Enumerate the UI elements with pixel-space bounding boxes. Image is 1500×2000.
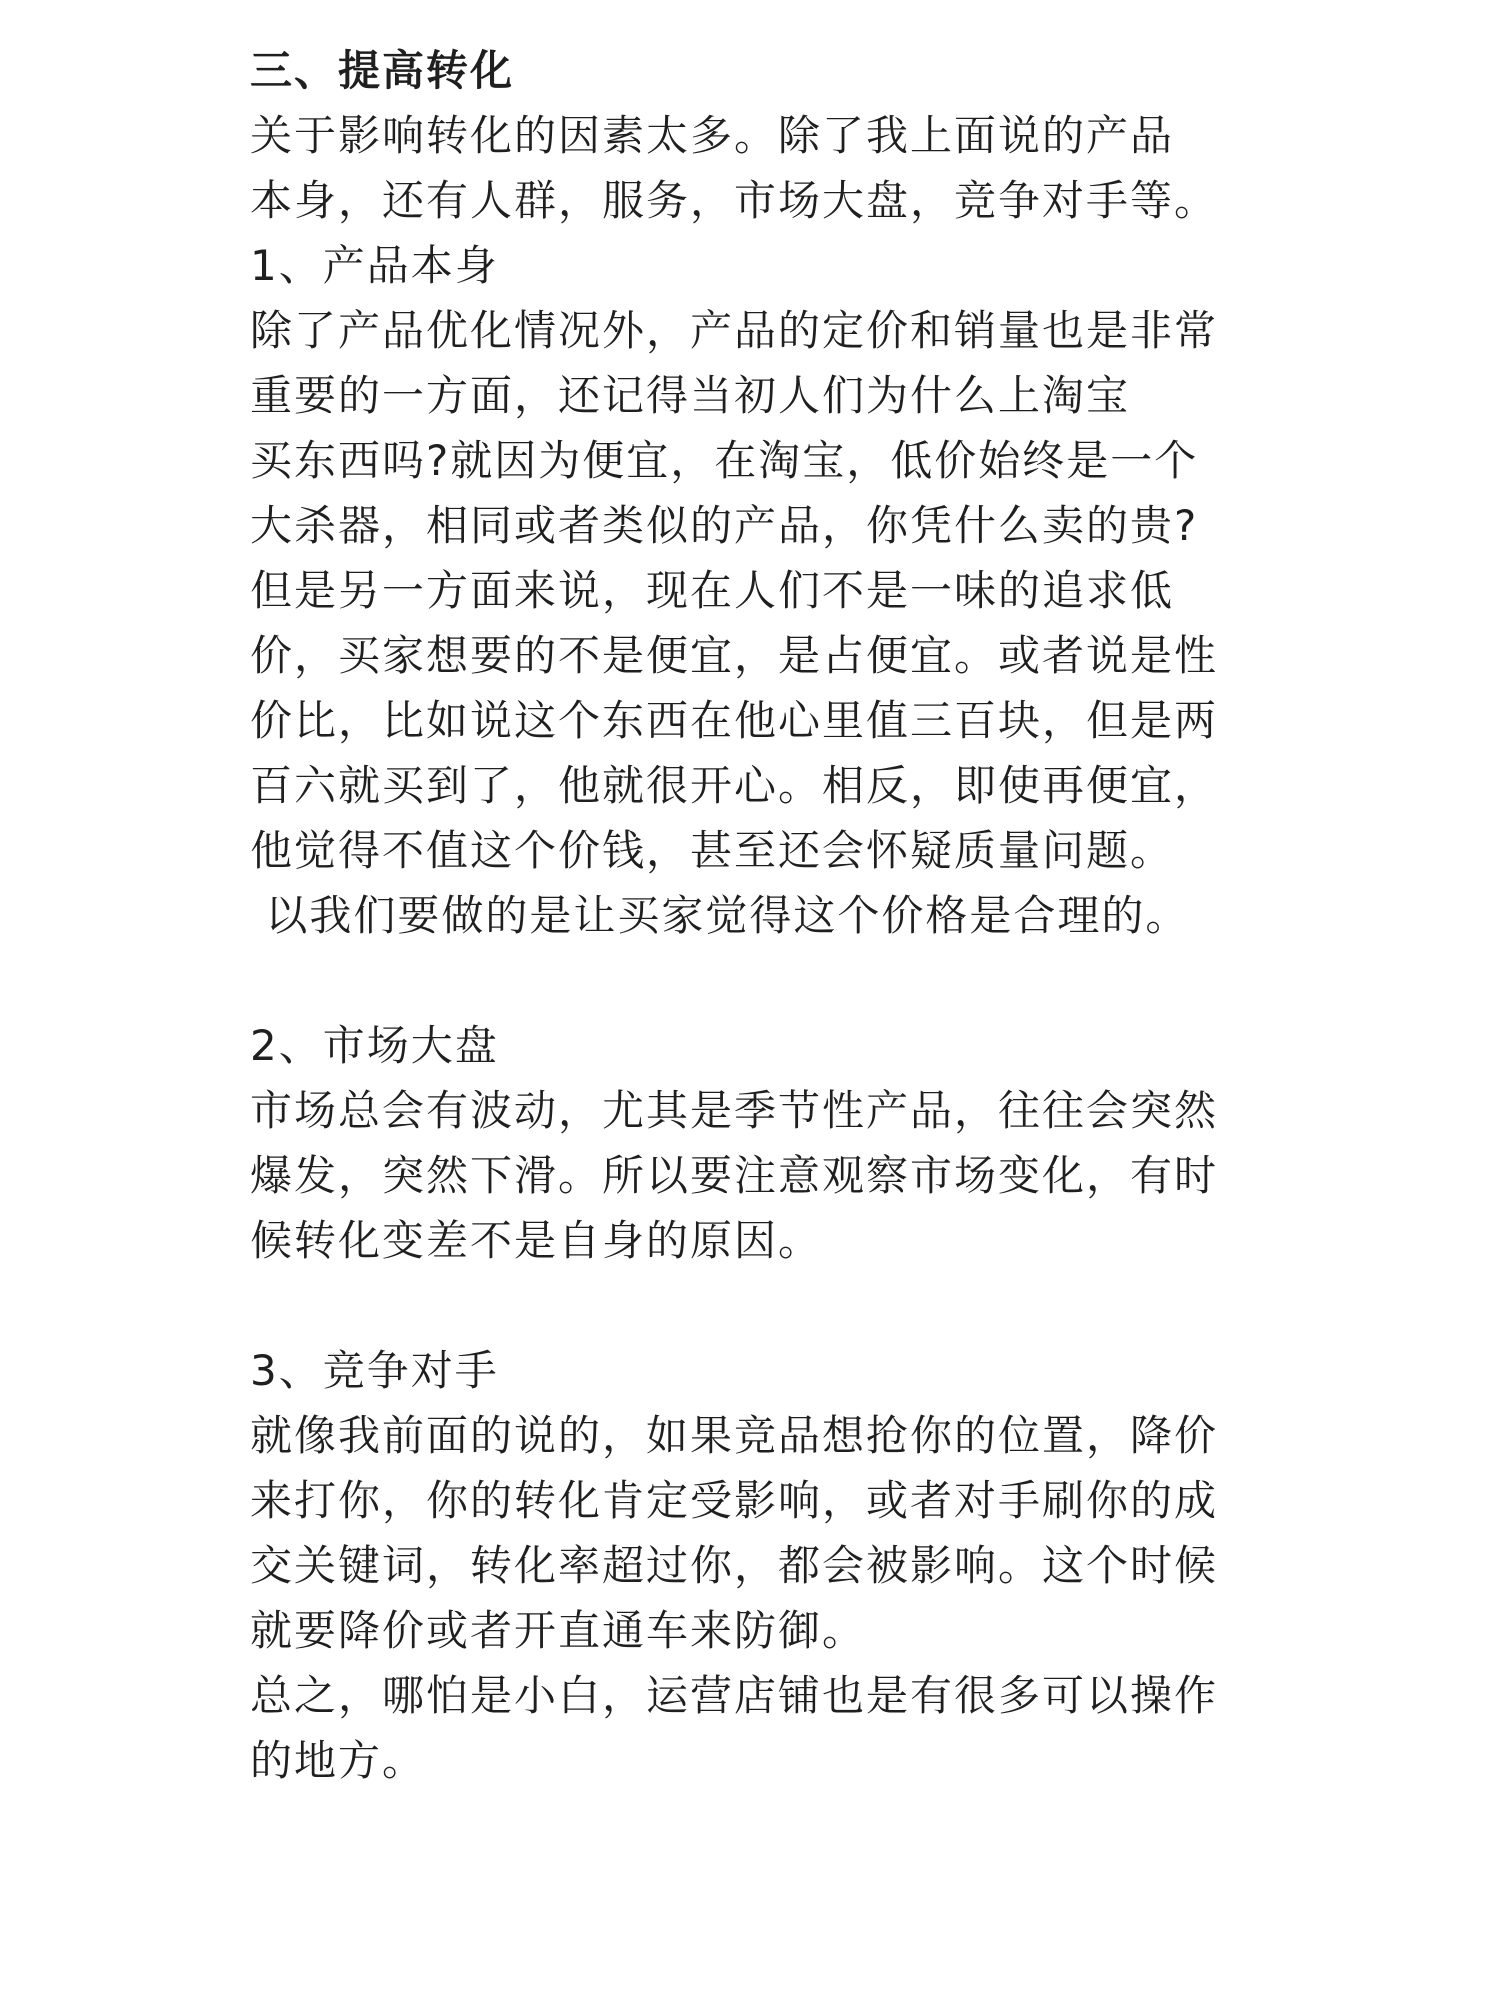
intro-line: 关于影响转化的因素太多。除了我上面说的产品 <box>250 111 1175 160</box>
paragraph-line: 交关键词，转化率超过你，都会被影响。这个时候 <box>250 1541 1219 1590</box>
spacer <box>250 1273 1260 1338</box>
paragraph-line: 来打你，你的转化肯定受影响，或者对手刷你的成 <box>250 1476 1219 1525</box>
paragraph-line: 就要降价或者开直通车来防御。 <box>250 1606 867 1655</box>
paragraph-line: 买东西吗?就因为便宜，在淘宝，低价始终是一个 <box>250 436 1199 485</box>
paragraph-line: 市场总会有波动，尤其是季节性产品，往往会突然 <box>250 1086 1219 1135</box>
article-title: 三、提高转化 <box>250 46 515 95</box>
section-heading-competitors: 3、竞争对手 <box>250 1346 499 1395</box>
paragraph-line: 价，买家想要的不是便宜，是占便宜。或者说是性 <box>250 631 1219 680</box>
section-heading-market: 2、市场大盘 <box>250 1021 499 1070</box>
paragraph-line: 价比，比如说这个东西在他心里值三百块，但是两 <box>250 696 1219 745</box>
intro-line: 本身，还有人群，服务，市场大盘，竞争对手等。 <box>250 176 1219 225</box>
paragraph-line: 就像我前面的说的，如果竞品想抢你的位置，降价 <box>250 1411 1219 1460</box>
paragraph-line: 百六就买到了，他就很开心。相反，即使再便宜， <box>250 761 1219 810</box>
paragraph-line: 他觉得不值这个价钱，甚至还会怀疑质量问题。 <box>250 826 1175 875</box>
paragraph-line: 大杀器，相同或者类似的产品，你凭什么卖的贵? <box>250 501 1199 550</box>
paragraph-line: 除了产品优化情况外，产品的定价和销量也是非常 <box>250 306 1219 355</box>
section-heading-product: 1、产品本身 <box>250 241 499 290</box>
paragraph-line: 候转化变差不是自身的原因。 <box>250 1216 823 1265</box>
paragraph-line: 总之，哪怕是小白，运营店铺也是有很多可以操作 <box>250 1671 1219 1720</box>
paragraph-line: 重要的一方面，还记得当初人们为什么上淘宝 <box>250 371 1131 420</box>
paragraph-line: 的地方。 <box>250 1736 427 1785</box>
article-body <box>250 38 1260 1793</box>
paragraph-line: 以我们要做的是让买家觉得这个价格是合理的。 <box>250 891 1190 940</box>
paragraph-line: 但是另一方面来说，现在人们不是一味的追求低 <box>250 566 1175 615</box>
spacer <box>250 948 1260 1013</box>
paragraph-line: 爆发，突然下滑。所以要注意观察市场变化，有时 <box>250 1151 1219 1200</box>
